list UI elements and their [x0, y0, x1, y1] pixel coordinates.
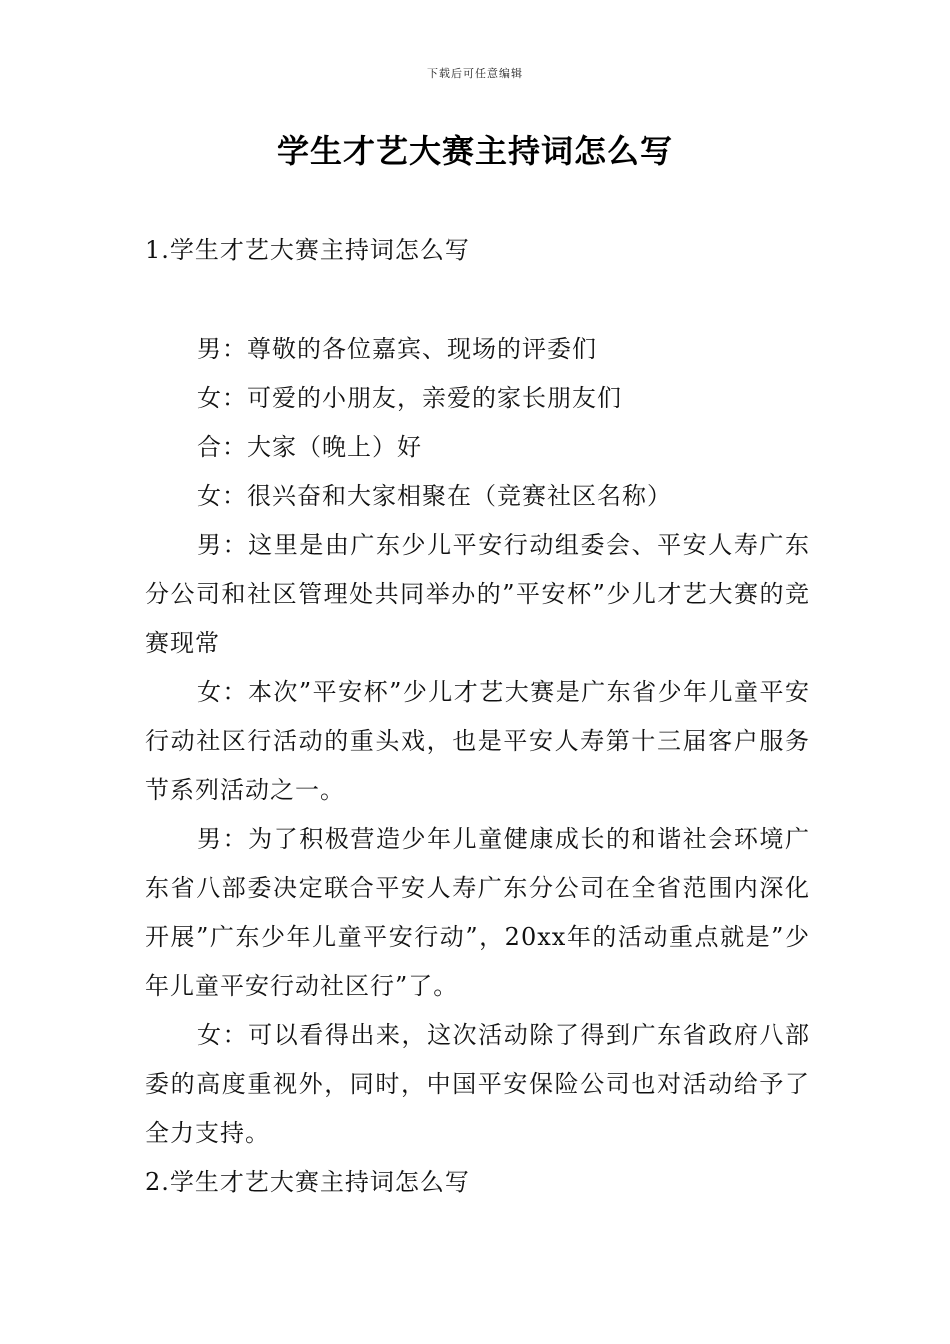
paragraph: 男：这里是由广东少儿平安行动组委会、平安人寿广东分公司和社区管理处共同举办的”平安杯”少儿才艺大赛的竞赛现常 — [145, 531, 810, 657]
section-heading: 1.学生才艺大赛主持词怎么写 — [145, 236, 470, 264]
document-body — [145, 325, 810, 1207]
paragraph: 合：大家（晚上）好 — [197, 433, 422, 461]
document-title: 学生才艺大赛主持词怎么写 — [276, 132, 673, 170]
paragraph: 男：尊敬的各位嘉宾、现场的评委们 — [197, 335, 597, 363]
paragraph: 女：可以看得出来，这次活动除了得到广东省政府八部委的高度重视外，同时，中国平安保险公司也对活动给予了全力支持。 — [145, 1021, 810, 1147]
paragraph: 女：很兴奋和大家相聚在（竞赛社区名称） — [197, 482, 672, 510]
section-1-heading-block — [145, 226, 810, 275]
paragraph: 女：本次”平安杯”少儿才艺大赛是广东省少年儿童平安行动社区行活动的重头戏，也是平安人寿第十三届客户服务节系列活动之一。 — [145, 678, 810, 804]
header-note: 下载后可任意编辑 — [427, 67, 523, 80]
paragraph: 女：可爱的小朋友，亲爱的家长朋友们 — [197, 384, 622, 412]
section-heading: 2.学生才艺大赛主持词怎么写 — [145, 1168, 470, 1196]
paragraph: 男：为了积极营造少年儿童健康成长的和谐社会环境广东省八部委决定联合平安人寿广东分公司在全省范围内深化开展”广东少年儿童平安行动”，20xx年的活动重点就是”少年儿童平安行动社区行”了。 — [145, 825, 810, 1000]
